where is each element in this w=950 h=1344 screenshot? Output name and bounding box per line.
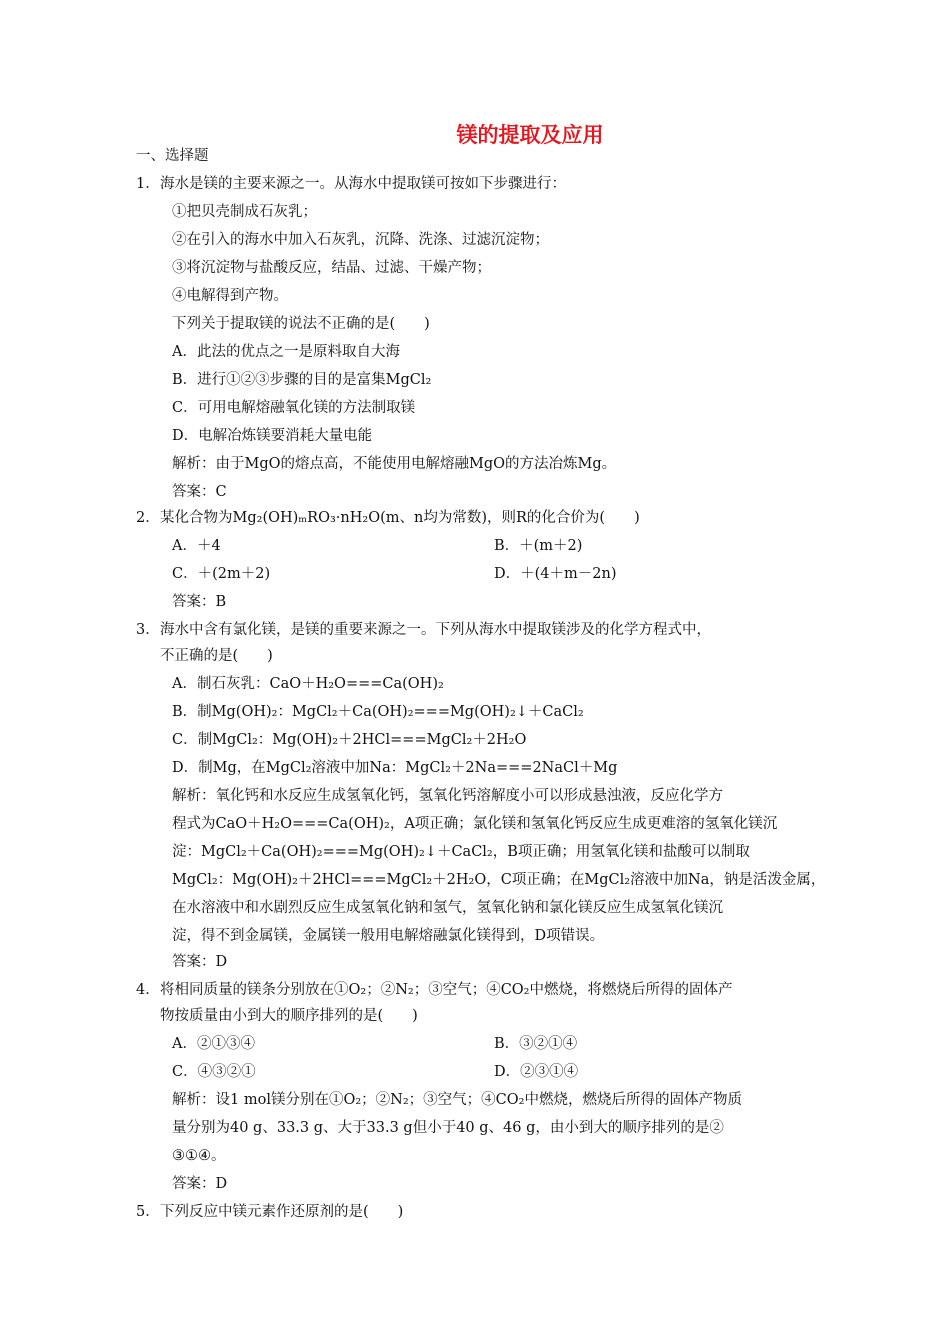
q2-option-d: D．＋(4＋m－2n) <box>494 566 617 582</box>
q3-option-d: D．制Mg，在MgCl₂溶液中加Na：MgCl₂＋2Na===2NaCl＋Mg <box>172 760 618 776</box>
q3-analysis-line: 解析：氧化钙和水反应生成氢氧化钙，氢氧化钙溶解度小可以形成悬浊液，反应化学方 <box>172 788 723 804</box>
q1-option-d: D．电解冶炼镁要消耗大量电能 <box>172 428 373 444</box>
q3-option-b: B．制Mg(OH)₂：MgCl₂＋Ca(OH)₂===Mg(OH)₂↓＋CaCl₂ <box>172 704 584 720</box>
q2-option-a: A．＋4 <box>172 538 221 554</box>
q2-option-c: C．＋(2m＋2) <box>172 566 271 582</box>
q4-option-c: C．④③②① <box>172 1064 256 1080</box>
question-2-number: 2． <box>136 510 160 526</box>
q1-option-c: C．可用电解熔融氧化镁的方法制取镁 <box>172 400 416 416</box>
q1-answer: 答案：C <box>172 484 227 500</box>
q3-answer: 答案：D <box>172 954 228 970</box>
q3-analysis-line: 程式为CaO＋H₂O===Ca(OH)₂，A项正确；氯化镁和氢氧化钙反应生成更难溶的氢氧化镁沉 <box>172 816 778 832</box>
question-3-stem-line-1: 海水中含有氯化镁，是镁的重要来源之一。下列从海水中提取镁涉及的化学方程式中， <box>160 622 711 638</box>
question-4-stem-line-2: 物按质量由小到大的顺序排列的是( ) <box>160 1008 418 1024</box>
q4-option-a: A．②①③④ <box>172 1036 255 1052</box>
q2-option-b: B．＋(m＋2) <box>494 538 583 554</box>
question-5-number: 5． <box>136 1204 160 1220</box>
q2-answer: 答案：B <box>172 594 227 610</box>
step-1: ①把贝壳制成石灰乳； <box>172 204 317 220</box>
q4-analysis-line: 解析：设1 mol镁分别在①O₂；②N₂；③空气；④CO₂中燃烧，燃烧后所得的固体产物质 <box>172 1092 742 1108</box>
question-4-stem-line-1: 将相同质量的镁条分别放在①O₂；②N₂；③空气；④CO₂中燃烧，将燃烧后所得的固体产 <box>160 982 733 998</box>
question-1-number: 1． <box>136 176 160 192</box>
step-4: ④电解得到产物。 <box>172 288 288 304</box>
question-5-stem: 下列反应中镁元素作还原剂的是( ) <box>160 1204 404 1220</box>
q1-option-b: B．进行①②③步骤的目的是富集MgCl₂ <box>172 372 432 388</box>
q3-analysis-line: 淀，得不到金属镁，金属镁一般用电解熔融氯化镁得到，D项错误。 <box>172 928 605 944</box>
question-3-stem-line-2: 不正确的是( ) <box>160 648 273 664</box>
section-heading: 一、选择题 <box>136 148 209 164</box>
q3-analysis-line: 在水溶液中和水剧烈反应生成氢氧化钠和氢气，氢氧化钠和氯化镁反应生成氢氧化镁沉 <box>172 900 723 916</box>
q3-option-c: C．制MgCl₂：Mg(OH)₂＋2HCl===MgCl₂＋2H₂O <box>172 732 527 748</box>
q3-analysis-line: 淀：MgCl₂＋Ca(OH)₂===Mg(OH)₂↓＋CaCl₂，B项正确；用氢氧化镁和盐酸可以制取 <box>172 844 750 860</box>
question-1-prompt: 下列关于提取镁的说法不正确的是( ) <box>172 316 430 332</box>
step-2: ②在引入的海水中加入石灰乳，沉降、洗涤、过滤沉淀物； <box>172 232 549 248</box>
question-3-number: 3． <box>136 622 160 638</box>
q1-option-a: A．此法的优点之一是原料取自大海 <box>172 344 400 360</box>
q3-analysis-line: MgCl₂：Mg(OH)₂＋2HCl===MgCl₂＋2H₂O，C项正确；在MgCl₂溶液中加Na，钠是活泼金属， <box>172 872 826 888</box>
question-1-stem: 海水是镁的主要来源之一。从海水中提取镁可按如下步骤进行： <box>160 176 566 192</box>
q4-analysis-line: 量分别为40 g、33.3 g、大于33.3 g但小于40 g、46 g，由小到大的顺序排列的是② <box>172 1120 724 1136</box>
q4-answer: 答案：D <box>172 1176 228 1192</box>
q3-option-a: A．制石灰乳：CaO＋H₂O===Ca(OH)₂ <box>172 676 444 692</box>
q4-option-d: D．②③①④ <box>494 1064 579 1080</box>
q1-analysis: 解析：由于MgO的熔点高，不能使用电解熔融MgO的方法冶炼Mg。 <box>172 456 617 472</box>
step-3: ③将沉淀物与盐酸反应，结晶、过滤、干燥产物； <box>172 260 491 276</box>
question-2-stem: 某化合物为Mg₂(OH)ₘRO₃·nH₂O(m、n均为常数)，则R的化合价为( ) <box>160 510 640 526</box>
q4-analysis-line: ③①④。 <box>172 1148 226 1164</box>
q4-option-b: B．③②①④ <box>494 1036 578 1052</box>
question-4-number: 4． <box>136 982 160 998</box>
page-title: 镁的提取及应用 <box>456 123 604 147</box>
